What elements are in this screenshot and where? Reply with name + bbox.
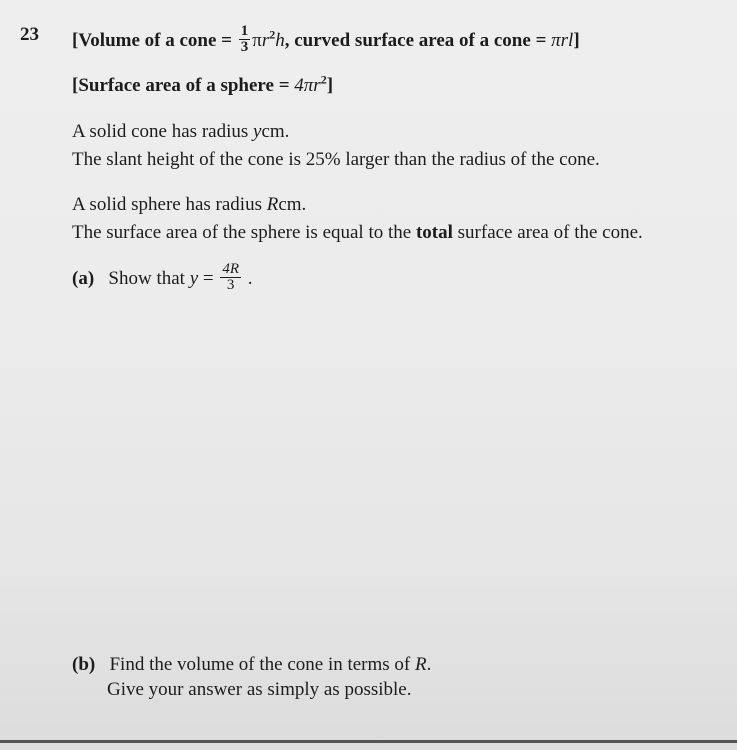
part-a-label: (a) — [72, 267, 95, 289]
r-variable: r — [261, 29, 270, 51]
part-b-end: . — [426, 654, 432, 675]
cone-radius-before: A solid cone has radius — [72, 121, 254, 142]
sphere-expression: 4πr — [294, 75, 321, 96]
part-b-text: Find the volume of the cone in terms of — [109, 654, 416, 675]
cone-radius-var: y — [253, 121, 262, 142]
sphere-exponent: 2 — [320, 72, 327, 87]
question-number: 23 — [20, 24, 39, 45]
one-third-fraction — [239, 24, 251, 55]
part-b-label: (b) — [72, 654, 96, 675]
sphere-radius-before: A solid sphere has radius — [72, 194, 267, 215]
slant-height-text: The slant height of the cone is 25% larger than the radius of the cone. — [72, 149, 600, 170]
sphere-close: ] — [326, 75, 334, 96]
part-b-var: R — [415, 654, 427, 675]
part-a-text: Show that — [108, 267, 190, 289]
cone-radius-text — [72, 121, 289, 143]
surface-total-bold: total — [415, 222, 453, 243]
h-variable: h — [275, 29, 285, 51]
fraction-denominator: 3 — [240, 39, 249, 55]
sphere-radius-after: cm. — [278, 194, 307, 215]
part-a — [72, 261, 253, 295]
formula-line — [72, 23, 580, 57]
sphere-formula-line — [72, 72, 334, 97]
sphere-open: [ — [72, 75, 79, 96]
fraction-denominator: 3 — [226, 277, 235, 293]
volume-label: Volume of a cone — [78, 29, 217, 51]
fraction-numerator: 1 — [240, 23, 249, 39]
part-a-lhs: y — [189, 267, 199, 289]
csa-expression: πrl — [551, 29, 574, 51]
part-a-end: . — [243, 267, 253, 289]
sphere-radius-var: R — [266, 194, 279, 215]
surface-after: surface area of the cone. — [452, 222, 643, 243]
part-b-line-1 — [72, 654, 431, 676]
fraction-numerator: 4R — [222, 261, 240, 277]
surface-before: The surface area of the sphere is equal to the — [72, 222, 416, 243]
pi-symbol: π — [252, 29, 262, 51]
four-r-over-three-fraction — [220, 262, 241, 293]
squared-exponent: 2 — [269, 27, 276, 42]
part-b-line-2: Give your answer as simply as possible. — [107, 679, 412, 700]
equals-sign: = — [198, 267, 219, 289]
csa-label: , curved surface area of a cone — [284, 29, 531, 51]
equals-sign: = — [530, 29, 552, 51]
surface-area-equal-text — [72, 222, 643, 244]
equals-sign: = — [216, 29, 237, 51]
bottom-divider — [0, 740, 737, 743]
formula-close: ] — [573, 29, 580, 51]
sphere-label: Surface area of a sphere — [78, 75, 274, 96]
sphere-radius-text — [72, 194, 306, 216]
cone-radius-after: cm. — [261, 121, 290, 142]
formula-open: [ — [72, 29, 79, 51]
equals-sign: = — [273, 75, 295, 96]
